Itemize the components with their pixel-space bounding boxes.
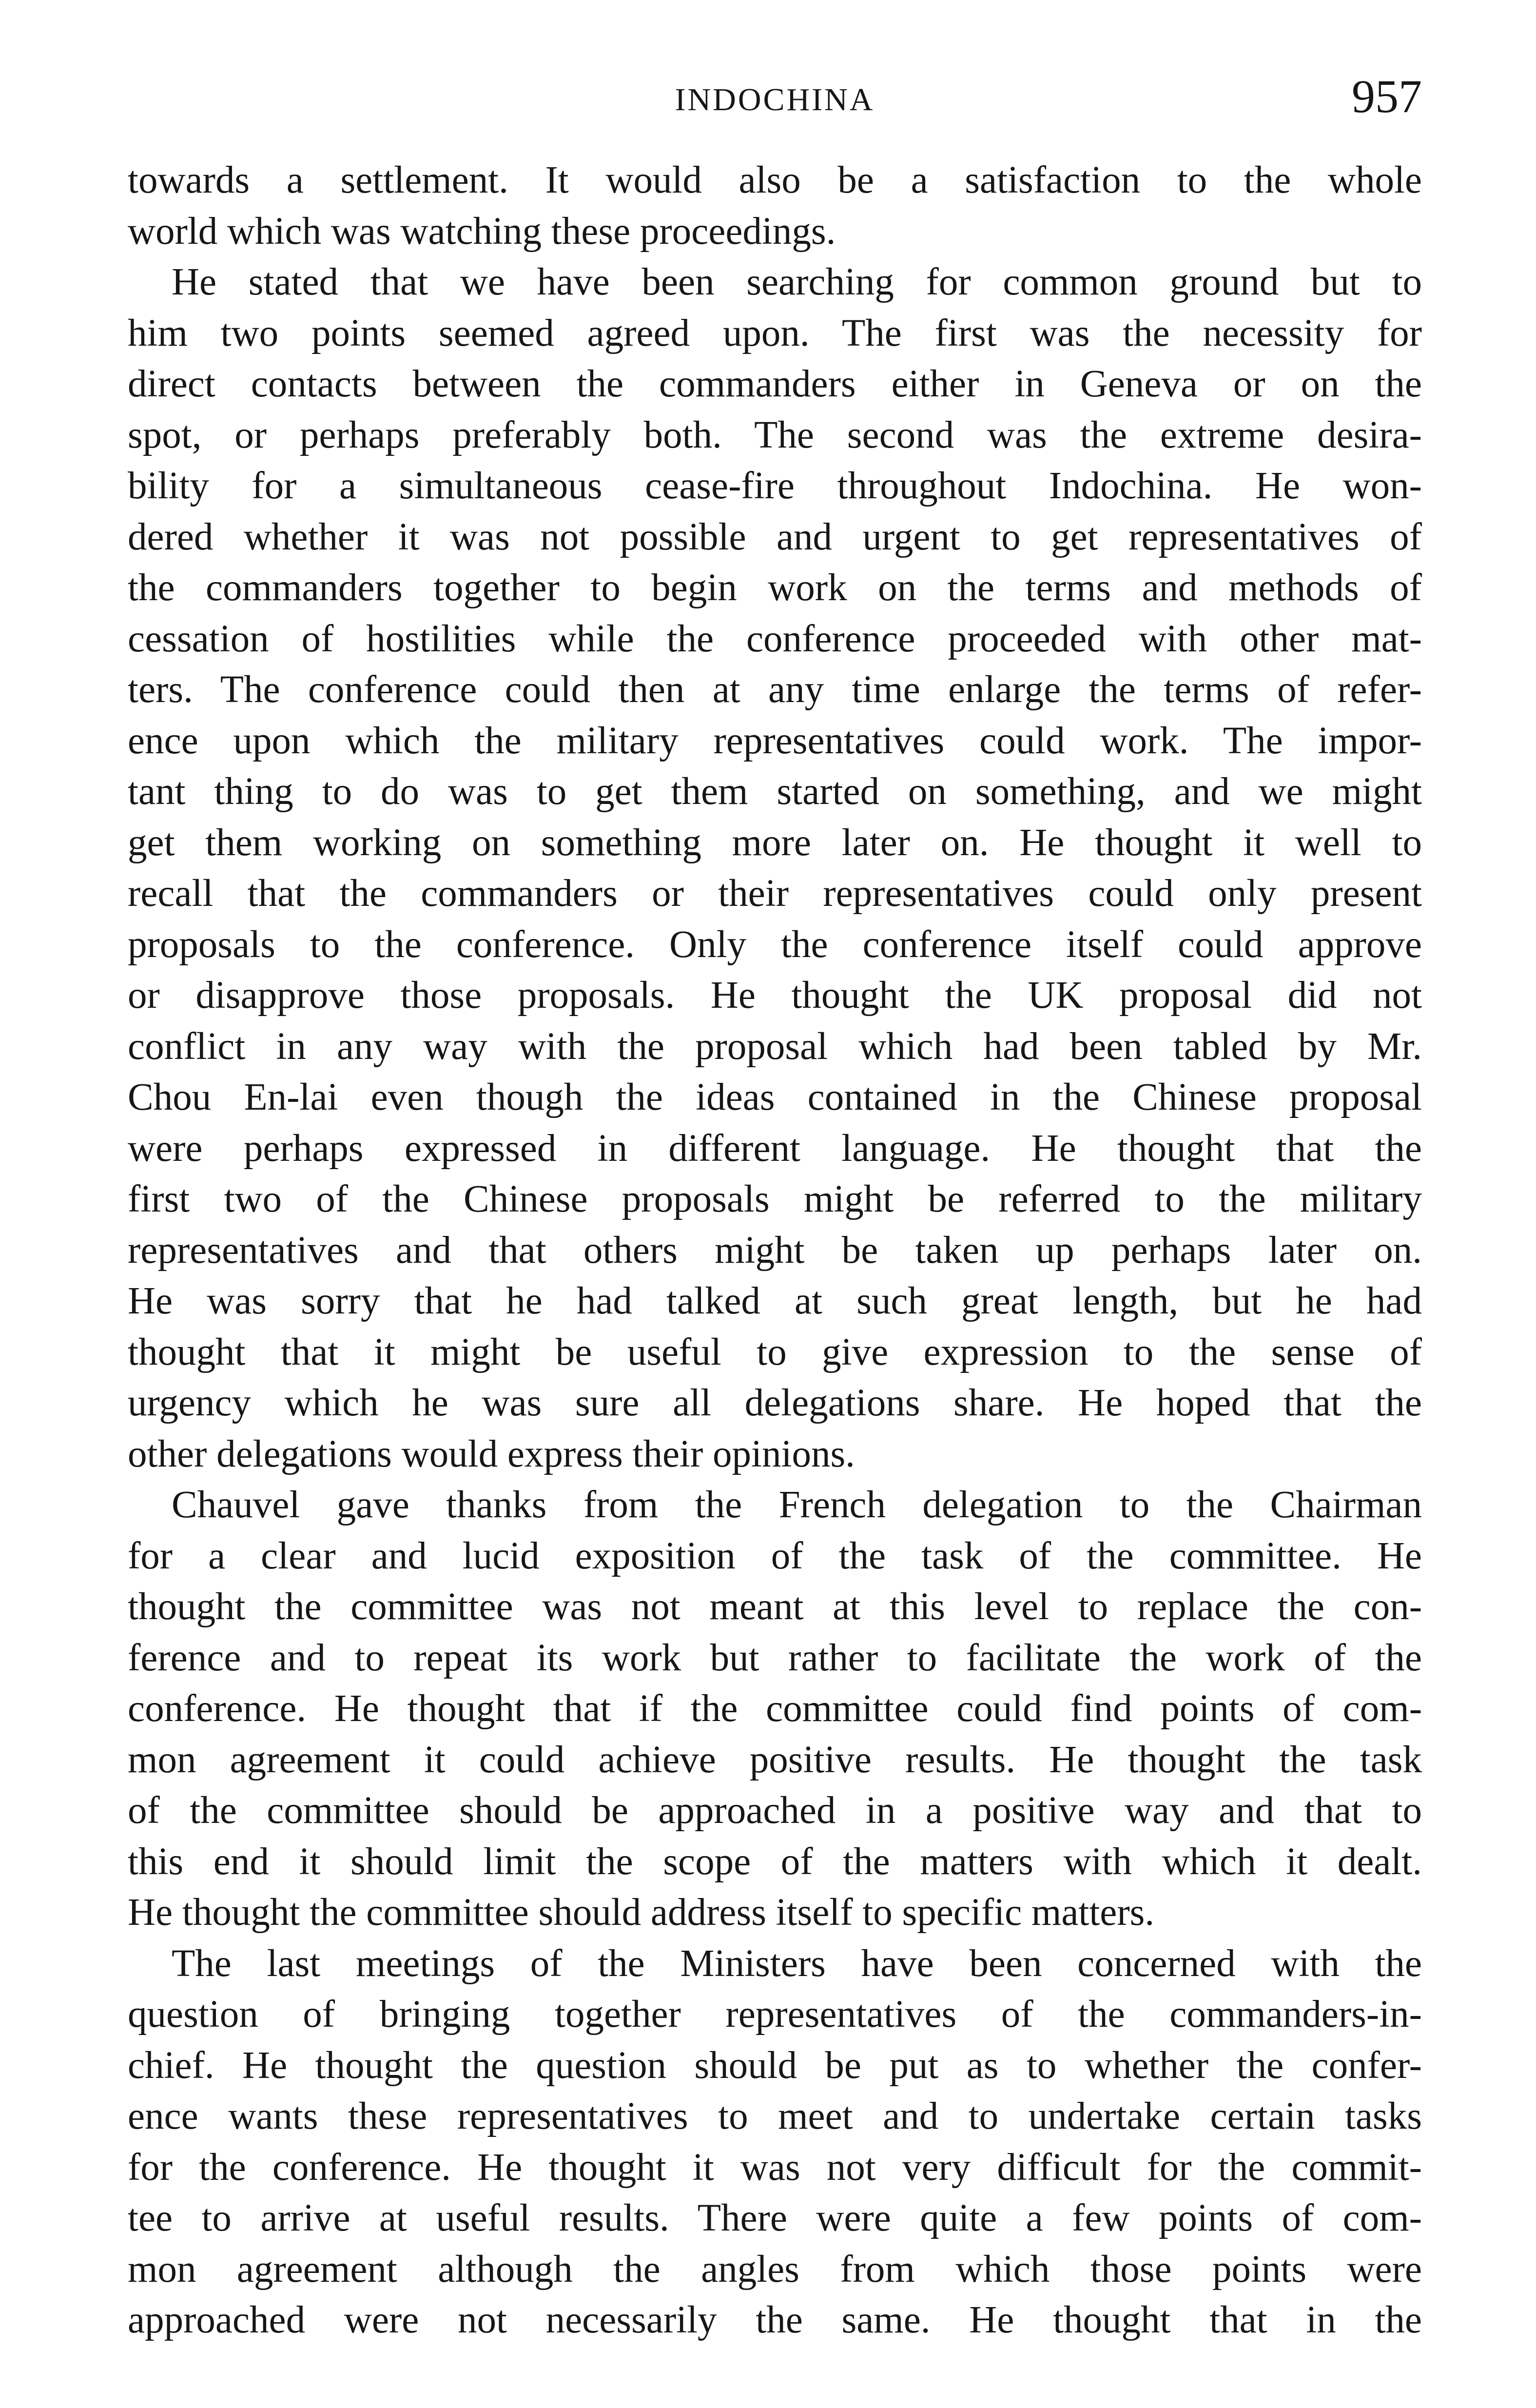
text-line: thought the committee was not meant at this level to replace the con- xyxy=(128,1586,1422,1628)
text-line: representatives and that others might be taken up perhaps later on. xyxy=(128,1229,1422,1272)
text-line: thought that it might be useful to give expression to the sense of xyxy=(128,1331,1422,1373)
text-line: chief. He thought the question should be put as to whether the confer- xyxy=(128,2044,1422,2087)
text-line: dered whether it was not possible and urgent to get representatives of xyxy=(128,515,1422,558)
text-line: approached were not necessarily the same. He thought that in the xyxy=(128,2299,1422,2341)
text-line: of the committee should be approached in a positive way and that to xyxy=(128,1789,1422,1832)
page-number: 957 xyxy=(1352,70,1422,122)
text-line: proposals to the conference. Only the conference itself could approve xyxy=(128,923,1422,966)
running-head xyxy=(128,70,1422,132)
text-line: cessation of hostilities while the conference proceeded with other mat- xyxy=(128,617,1422,660)
text-line: The last meetings of the Ministers have been concerned with the xyxy=(172,1942,1422,1985)
text-line: ence upon which the military representatives could work. The impor- xyxy=(128,719,1422,762)
text-line: tee to arrive at useful results. There were quite a few points of com- xyxy=(128,2197,1422,2239)
text-line: mon agreement although the angles from which those points were xyxy=(128,2248,1422,2291)
text-line: spot, or perhaps preferably both. The second was the extreme desira- xyxy=(128,413,1422,456)
text-line: urgency which he was sure all delegations share. He hoped that the xyxy=(128,1382,1422,1424)
text-line: the commanders together to begin work on the terms and methods of xyxy=(128,567,1422,609)
text-line: He thought the committee should address itself to specific matters. xyxy=(128,1891,1155,1934)
text-line: conflict in any way with the proposal which had been tabled by Mr. xyxy=(128,1025,1422,1068)
text-line: ence wants these representatives to meet and to undertake certain tasks xyxy=(128,2095,1422,2137)
text-line: for the conference. He thought it was not very difficult for the commit- xyxy=(128,2146,1422,2189)
text-line: other delegations would express their opinions. xyxy=(128,1432,855,1475)
text-line: conference. He thought that if the committee could find points of com- xyxy=(128,1687,1422,1730)
text-line: this end it should limit the scope of the matters with which it dealt. xyxy=(128,1840,1422,1883)
text-line: direct contacts between the commanders either in Geneva or on the xyxy=(128,363,1422,405)
text-line: ters. The conference could then at any time enlarge the terms of refer- xyxy=(128,668,1422,711)
text-line: Chauvel gave thanks from the French delegation to the Chairman xyxy=(172,1484,1422,1526)
text-line: for a clear and lucid exposition of the task of the committee. He xyxy=(128,1534,1422,1577)
text-line: He was sorry that he had talked at such great length, but he had xyxy=(128,1280,1422,1322)
text-line: mon agreement it could achieve positive results. He thought the task xyxy=(128,1738,1422,1781)
text-line: were perhaps expressed in different language. He thought that the xyxy=(128,1127,1422,1170)
text-line: towards a settlement. It would also be a satisfaction to the whole xyxy=(128,159,1422,201)
text-line: first two of the Chinese proposals might be referred to the military xyxy=(128,1178,1422,1220)
text-line: ference and to repeat its work but rather to facilitate the work of the xyxy=(128,1636,1422,1679)
text-line: tant thing to do was to get them started on something, and we might xyxy=(128,770,1422,813)
text-line: him two points seemed agreed upon. The first was the necessity for xyxy=(128,312,1422,354)
text-line: get them working on something more later on. He thought it well to xyxy=(128,821,1422,864)
body-text xyxy=(128,155,1422,2346)
text-line: bility for a simultaneous cease-fire throughout Indochina. He won- xyxy=(128,465,1422,507)
text-line: He stated that we have been searching for common ground but to xyxy=(172,261,1422,303)
text-line: or disapprove those proposals. He thought the UK proposal did not xyxy=(128,974,1422,1017)
text-line: Chou En-lai even though the ideas contained in the Chinese proposal xyxy=(128,1076,1422,1118)
text-line: world which was watching these proceedings. xyxy=(128,210,836,253)
section-title: INDOCHINA xyxy=(675,82,875,117)
text-line: recall that the commanders or their representatives could only present xyxy=(128,872,1422,915)
text-line: question of bringing together representatives of the commanders-in- xyxy=(128,1993,1422,2036)
